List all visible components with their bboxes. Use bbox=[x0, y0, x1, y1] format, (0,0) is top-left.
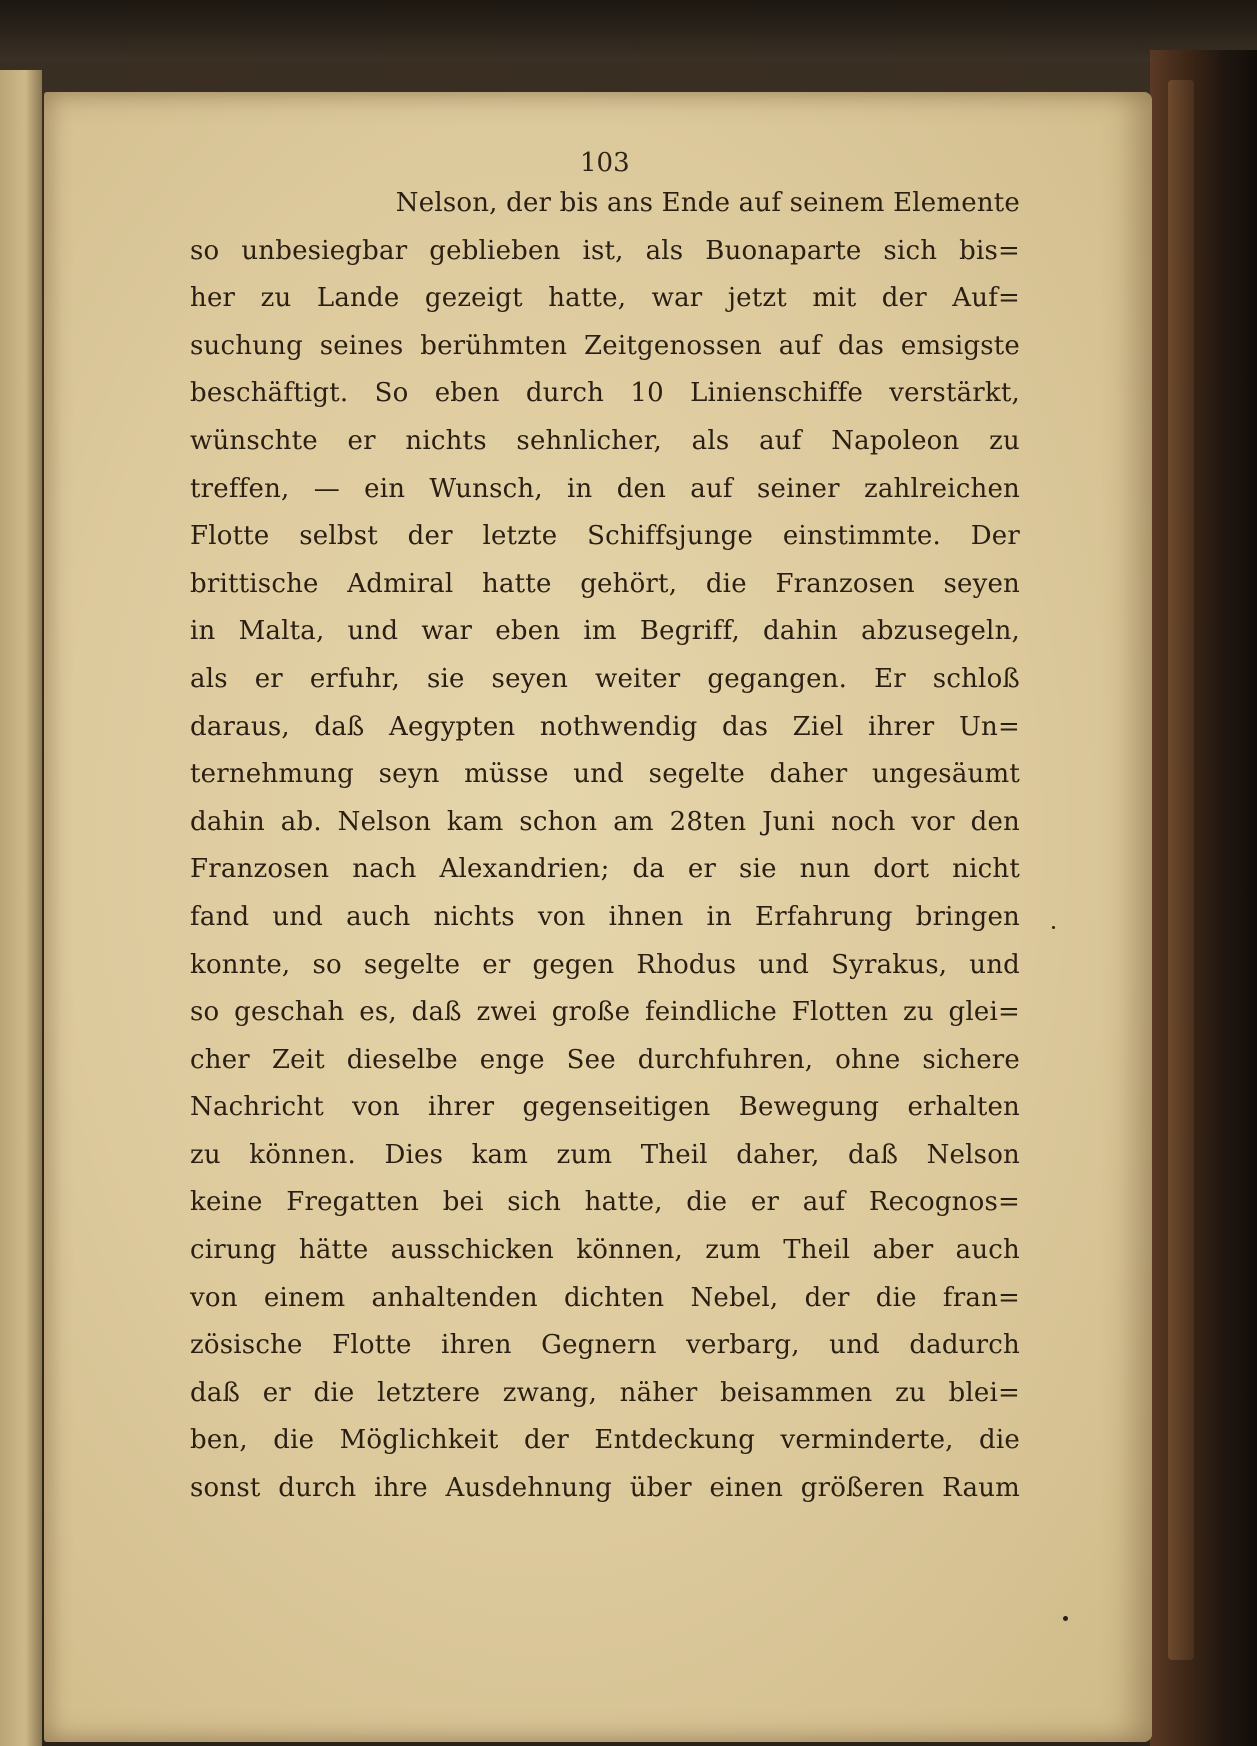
ink-speck bbox=[1052, 926, 1055, 929]
text-line: her zu Lande gezeigt hatte, war jetzt mit der Auf= bbox=[190, 283, 1020, 314]
ink-speck bbox=[1063, 1616, 1068, 1621]
text-line: Nachricht von ihrer gegenseitigen Bewegung erhalten bbox=[190, 1092, 1020, 1123]
text-line: daraus, daß Aegypten nothwendig das Ziel ihrer Un= bbox=[190, 711, 1020, 742]
top-shadow bbox=[0, 0, 1257, 62]
text-line: beschäftigt. So eben durch 10 Linienschiffe verstärkt, bbox=[190, 378, 1020, 409]
text-line: Franzosen nach Alexandrien; da er sie nun dort nicht bbox=[190, 854, 1020, 885]
text-line: daß er die letztere zwang, näher beisammen zu blei= bbox=[190, 1377, 1020, 1408]
text-line: keine Fregatten bei sich hatte, die er auf Recognos= bbox=[190, 1187, 1020, 1218]
book-cover-binding bbox=[1150, 50, 1257, 1746]
text-line: brittische Admiral hatte gehört, die Franzosen seyen bbox=[190, 568, 1020, 599]
cover-edge bbox=[1168, 80, 1194, 1660]
text-line: Nelson, der bis ans Ende auf seinem Elemente bbox=[395, 188, 1020, 218]
text-line: cirung hätte ausschicken können, zum Theil aber auch bbox=[190, 1235, 1020, 1266]
previous-page-edge bbox=[0, 70, 42, 1746]
text-line: von einem anhaltenden dichten Nebel, der die fran= bbox=[190, 1282, 1020, 1313]
text-line: wünschte er nichts sehnlicher, als auf Napoleon zu bbox=[190, 425, 1020, 456]
text-line: zu können. Dies kam zum Theil daher, daß Nelson bbox=[190, 1139, 1020, 1170]
text-line: ternehmung seyn müsse und segelte daher ungesäumt bbox=[190, 759, 1020, 790]
text-line: in Malta, und war eben im Begriff, dahin abzusegeln, bbox=[190, 616, 1020, 647]
text-line: so geschah es, daß zwei große feindliche Flotten zu glei= bbox=[190, 997, 1020, 1028]
text-line: zösische Flotte ihren Gegnern verbarg, und dadurch bbox=[190, 1330, 1020, 1361]
text-line: treffen, — ein Wunsch, in den auf seiner zahlreichen bbox=[190, 473, 1020, 504]
text-line: so unbesiegbar geblieben ist, als Buonaparte sich bis= bbox=[190, 235, 1020, 266]
text-line: cher Zeit dieselbe enge See durchfuhren, ohne sichere bbox=[190, 1044, 1020, 1075]
text-line: ben, die Möglichkeit der Entdeckung verminderte, die bbox=[190, 1425, 1020, 1456]
page-number: 103 bbox=[580, 148, 630, 178]
text-line: konnte, so segelte er gegen Rhodus und Syrakus, und bbox=[190, 949, 1020, 980]
text-line: Flotte selbst der letzte Schiffsjunge einstimmte. Der bbox=[190, 521, 1020, 552]
text-line: als er erfuhr, sie seyen weiter gegangen. Er schloß bbox=[190, 663, 1020, 694]
text-line: sonst durch ihre Ausdehnung über einen größeren Raum bbox=[190, 1473, 1020, 1504]
text-line: suchung seines berühmten Zeitgenossen auf das emsigste bbox=[190, 330, 1020, 361]
page-text bbox=[190, 180, 1020, 1513]
text-line: dahin ab. Nelson kam schon am 28ten Juni noch vor den bbox=[190, 806, 1020, 837]
text-line: fand und auch nichts von ihnen in Erfahrung bringen bbox=[190, 901, 1020, 932]
